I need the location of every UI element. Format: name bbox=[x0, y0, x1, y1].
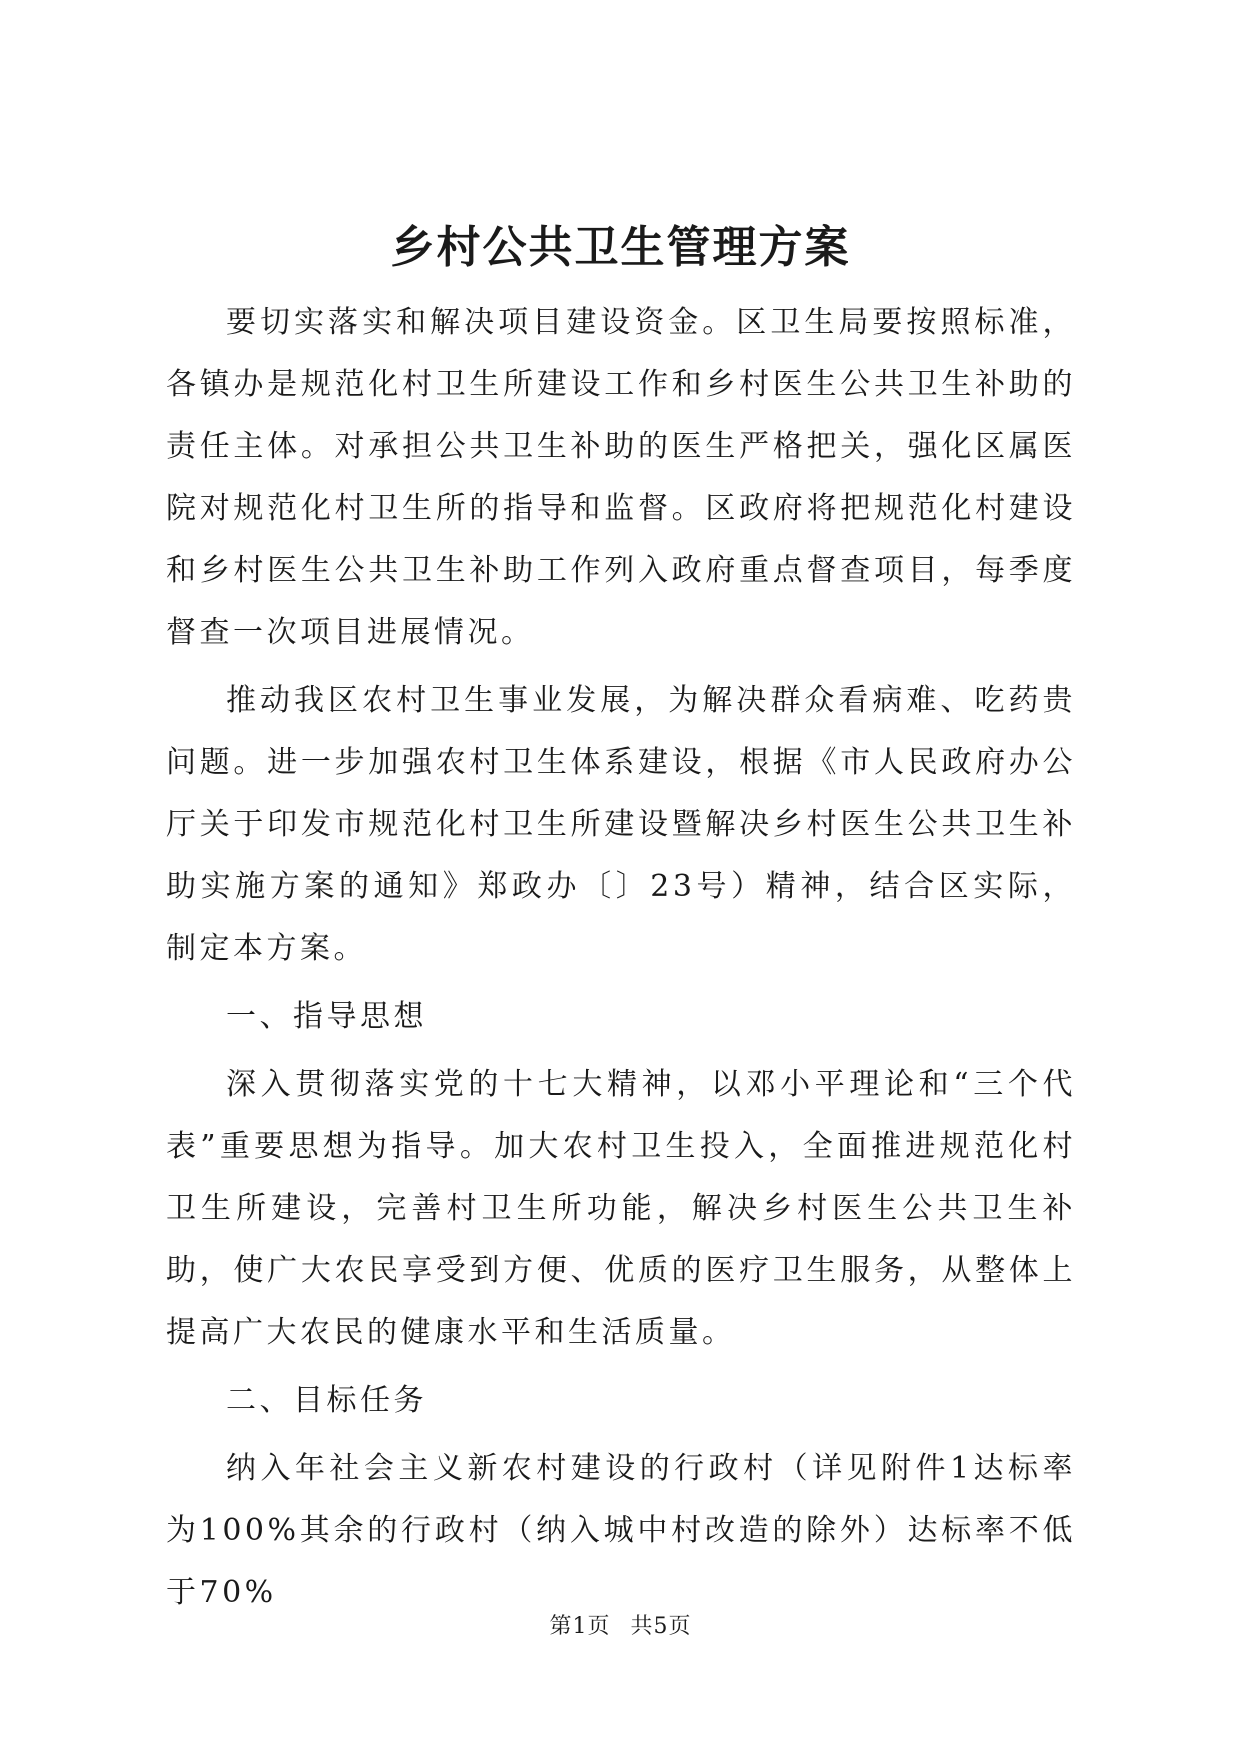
paragraph-guiding-ideology: 深入贯彻落实党的十七大精神，以邓小平理论和“三个代表”重要思想为指导。加大农村卫生投入，全面推进规范化村卫生所建设，完善村卫生所功能，解决乡村医生公共卫生补助，使广大农民享受到方便、优质的医疗卫生服务，从整体上提高广大农民的健康水平和生活质量。 bbox=[166, 1067, 1076, 1350]
section-heading-guiding-ideology: 一、指导思想 bbox=[226, 999, 427, 1034]
document-body bbox=[166, 292, 1076, 1630]
paragraph-goals: 纳入年社会主义新农村建设的行政村（详见附件1达标率为100%其余的行政村（纳入城中村改造的除外）达标率不低于70% bbox=[166, 1451, 1076, 1610]
page-total: 共5页 bbox=[630, 1614, 692, 1639]
page-number: 第1页 bbox=[549, 1614, 611, 1639]
document-title: 乡村公共卫生管理方案 bbox=[390, 222, 851, 273]
paragraph-purpose: 推动我区农村卫生事业发展，为解决群众看病难、吃药贵问题。进一步加强农村卫生体系建设，根据《市人民政府办公厅关于印发市规范化村卫生所建设暨解决乡村医生公共卫生补助实施方案的通知》郑政办〔〕23号）精神，结合区实际，制定本方案。 bbox=[166, 683, 1076, 966]
page-footer bbox=[0, 1612, 1241, 1642]
section-heading-goals: 二、目标任务 bbox=[226, 1383, 427, 1418]
paragraph-funding: 要切实落实和解决项目建设资金。区卫生局要按照标准，各镇办是规范化村卫生所建设工作和乡村医生公共卫生补助的责任主体。对承担公共卫生补助的医生严格把关，强化区属医院对规范化村卫生所的指导和监督。区政府将把规范化村建设和乡村医生公共卫生补助工作列入政府重点督查项目，每季度督查一次项目进展情况。 bbox=[166, 305, 1076, 650]
